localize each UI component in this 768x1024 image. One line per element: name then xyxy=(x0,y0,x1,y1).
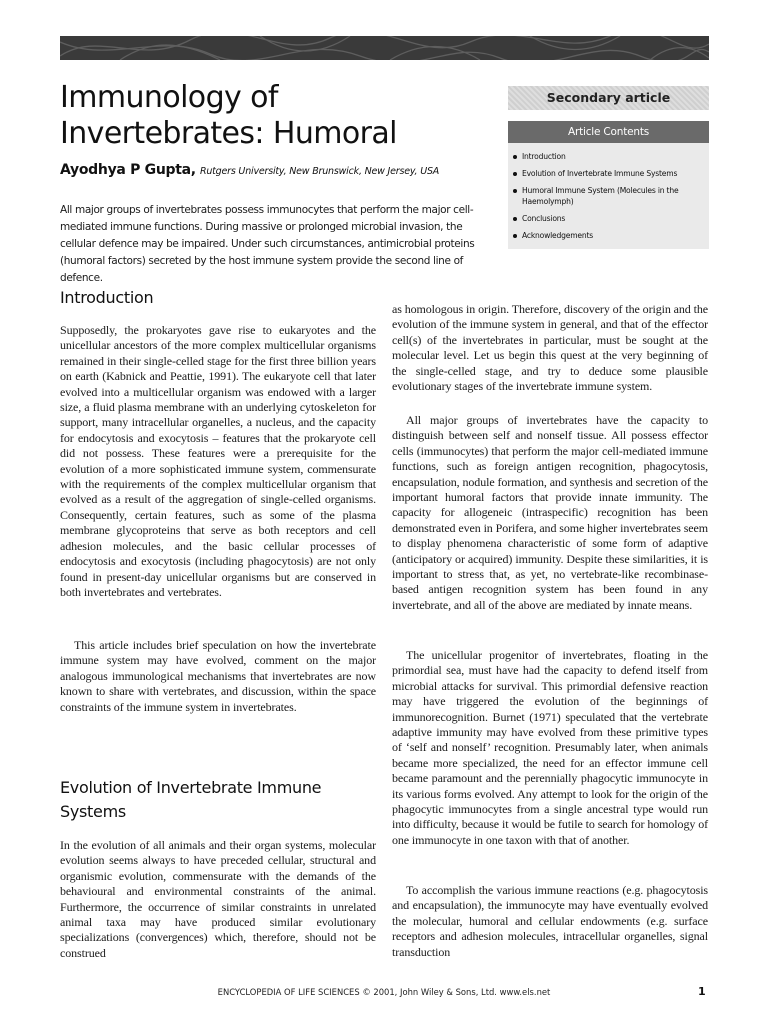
abstract: All major groups of invertebrates possess immunocytes that perform the major cell-mediated immune functions. During massive or prolonged microbial invasion, the cellular defence may be impaired. Under such circumstances, antimicrobial proteins (humoral factors) secreted by the host immune system provide the second line of defence. xyxy=(60,204,475,284)
intro-paragraph-2: This article includes brief speculation on how the invertebrate immune system may have evolved, comment on the major analogous immunological mechanisms that invertebrates are now known to share with vertebrates, and discussion, within the space constraints of the immune system in invertebrates. xyxy=(60,638,376,714)
article-contents-box xyxy=(508,121,709,249)
article-type-label: Secondary article xyxy=(508,86,709,110)
contents-list xyxy=(508,151,709,241)
right-paragraph-4: To accomplish the various immune reactions (e.g. phagocytosis and encapsulation), the immunocyte may have eventually evolved the molecular, humoral and cellular endowments (e.g. surface receptors and adhesion molecules, intracellular organelles, signal transduction xyxy=(392,883,708,959)
article-title: Immunology of Invertebrates: Humoral xyxy=(60,80,397,151)
header-banner xyxy=(60,36,709,60)
author-name: Ayodhya P Gupta, xyxy=(60,162,196,178)
wave-pattern-graphic xyxy=(60,36,709,60)
intro-paragraph-1: Supposedly, the prokaryotes gave rise to eukaryotes and the unicellular ancestors of the more complex multicellular organisms remained in their single-celled stage for the first three billion years on earth (Kabnick and Peattie, 1991). The eukaryote cell that later evolved into a multicellular organism was endowed with a larger size, a fluid plasma membrane with an underlying cytoskeleton for support, many intracellular organelles, a nucleus, and the capacity for endocytosis and exocytosis – features that the prokaryote cell did not possess. These features were a prerequisite for the evolution of a more sophisticated immune system, commensurate with the requirements of the complex multicellular organism that evolved as a result of the aggregation of single-celled organisms. Consequently, certain features, such as some of the plasma membrane glycoproteins that serve as both receptors and cell adhesion molecules, and the basic cellular processes of endocytosis and exocytosis (including phagocytosis) are not only found in present-day unicellular organisms but are conserved in both invertebrates and vertebrates. xyxy=(60,323,376,599)
author-line xyxy=(60,162,500,178)
contents-item-evolution[interactable]: Evolution of Invertebrate Immune Systems xyxy=(512,168,703,179)
article-contents-title: Article Contents xyxy=(508,121,709,143)
right-paragraph-1: as homologous in origin. Therefore, discovery of the origin and the evolution of the immune system in general, and that of the effector cell(s) of the invertebrates in particular, must be sought at the molecular level. Let us begin this quest at the very beginning of the single-celled stage, and try to deduce some plausible evolutionary stages of the invertebrate immune system. xyxy=(392,302,708,394)
contents-item-acknowledgements[interactable]: Acknowledgements xyxy=(512,230,703,241)
right-paragraph-2: All major groups of invertebrates have the capacity to distinguish between self and nonself tissue. All possess effector cells (immunocytes) that perform the major cell-mediated immune functions, such as foreign antigen recognition, phagocytosis, encapsulation, nodule formation, and synthesis and secretion of the important humoral factors that provide innate immunity. The capacity for allogeneic (intraspecific) recognition has been demonstrated even in Porifera, and some higher invertebrates seem to display phenomena characteristic of some form of adaptive (anticipatory or acquired) immunity. Despite these similarities, it is important to stress that, as yet, no vertebrate-like recombinase-based antigen recognition system has been found in any invertebrate, and all of the above are mediated by innate means. xyxy=(392,413,708,612)
right-paragraph-3: The unicellular progenitor of invertebrates, floating in the primordial sea, must have had the capacity to defend itself from microbial attacks for survival. This primordial defensive reaction may have triggered the evolution of the beginnings of immunorecognition. Burnet (1971) speculated that the vertebrate adaptive immunity may have evolved from these primitive types of ‘self and nonself’ recognition. Presumably later, when animals became more specialized, the need for an effector immune cell became paramount and the perennially phagocytic immunocyte in its various forms evolved. Any attempt to look for the origin of the phagocytic immunocytes from a single ancestral type would run into difficulty, because it would be futile to search for homology of one immunocyte in one taxon with that of another. xyxy=(392,648,708,847)
page-number: 1 xyxy=(698,985,706,998)
evolution-heading: Evolution of Invertebrate Immune Systems xyxy=(60,778,322,821)
contents-item-introduction[interactable]: Introduction xyxy=(512,151,703,162)
footer-citation: ENCYCLOPEDIA OF LIFE SCIENCES © 2001, John Wiley & Sons, Ltd. www.els.net xyxy=(217,987,551,997)
contents-item-humoral-immune-system[interactable]: Humoral Immune System (Molecules in the Haemolymph) xyxy=(512,185,703,207)
author-affiliation: Rutgers University, New Brunswick, New Jersey, USA xyxy=(199,166,440,177)
contents-item-conclusions[interactable]: Conclusions xyxy=(512,213,703,224)
evolution-paragraph-1: In the evolution of all animals and their organ systems, molecular evolution seems always to have preceded cellular, structural and organismic evolution, commensurate with the demands of the behavioural and environmental constraints of the animal. Furthermore, the occurrence of similar constraints in unrelated animal taxa may have produced similar evolutionary specializations (convergences) which, therefore, should not be construed xyxy=(60,838,376,960)
introduction-heading: Introduction xyxy=(60,288,154,307)
